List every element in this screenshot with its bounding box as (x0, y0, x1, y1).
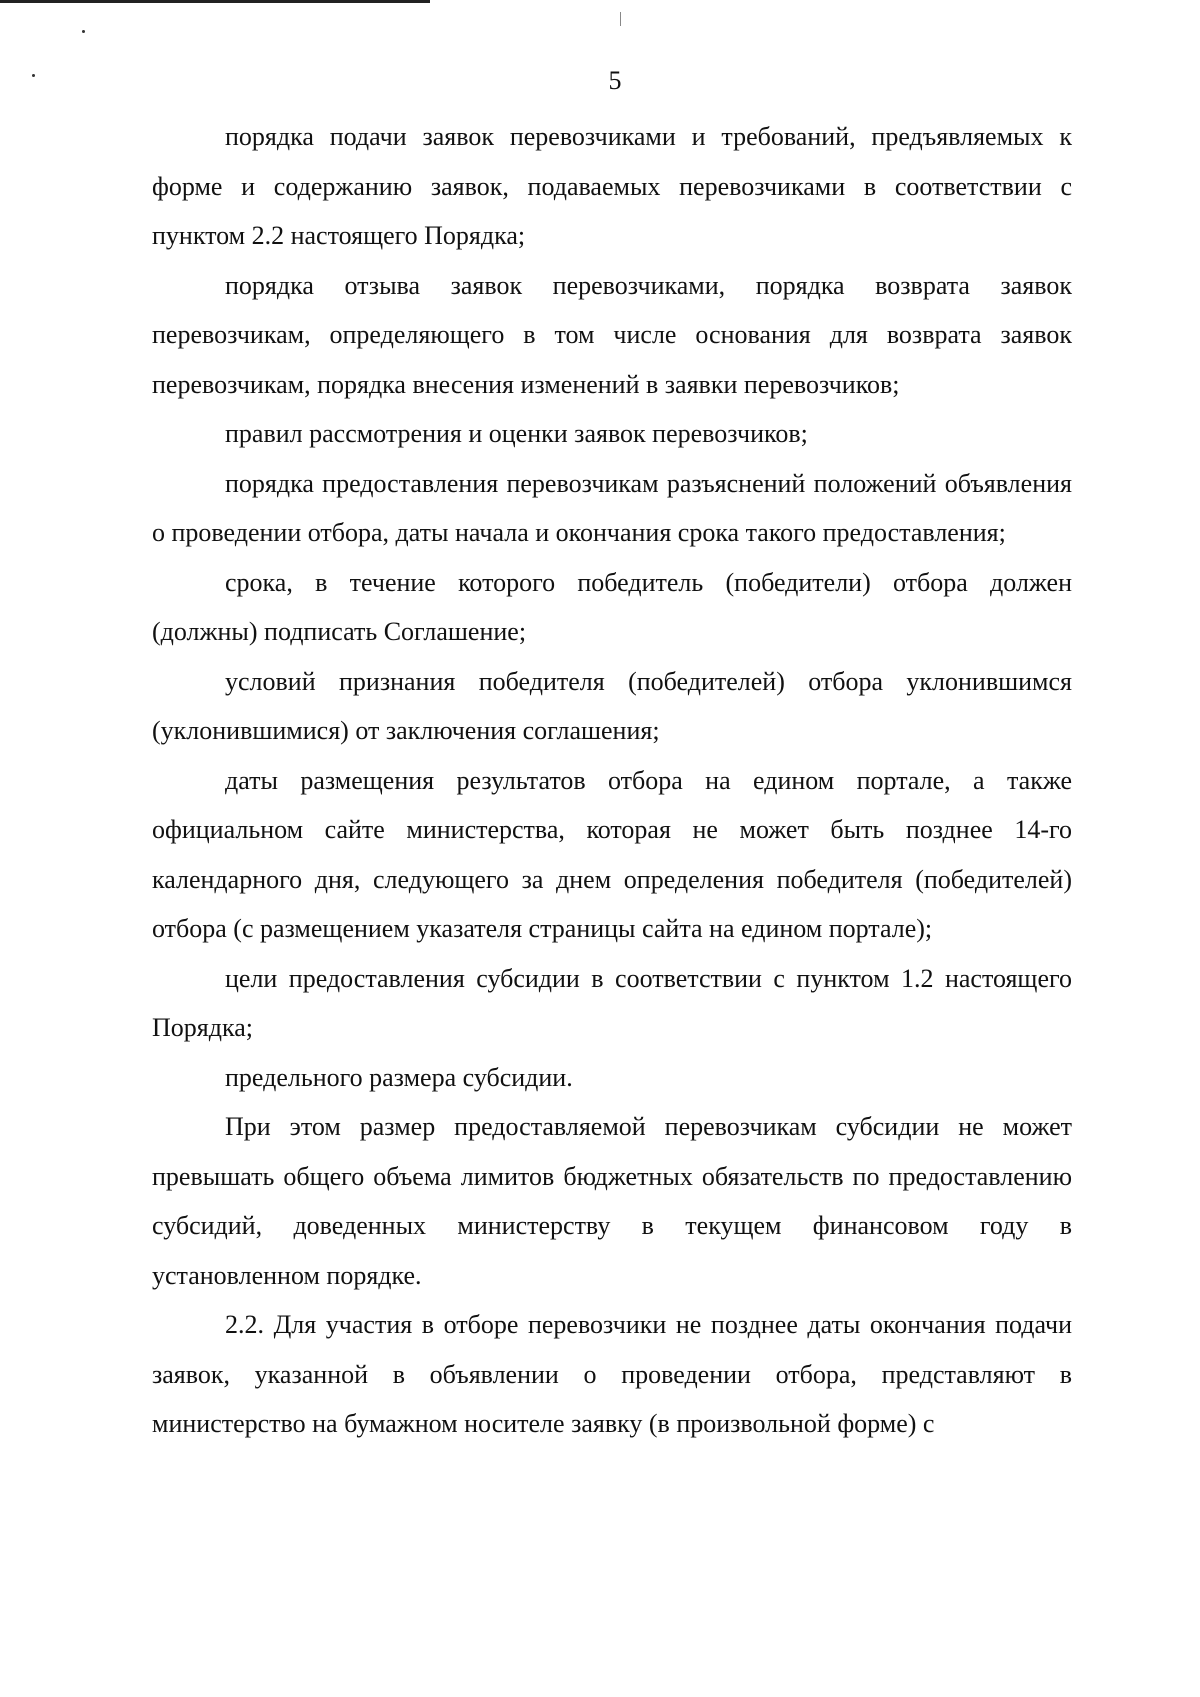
document-body (152, 112, 1072, 1449)
paragraph-clarification-procedure: порядка предоставления перевозчикам разъяснений положений объявления о проведении отбора, даты начала и окончания срока такого предоставления; (152, 468, 1072, 547)
paragraph-withdrawal-procedure: порядка отзыва заявок перевозчиками, порядка возврата заявок перевозчикам, определяющего в том числе основания для возврата заявок перевозчикам, порядка внесения изменений в заявки перевозчиков; (152, 270, 1072, 399)
paragraph-signing-deadline: срока, в течение которого победитель (победители) отбора должен (должны) подписать Соглашение; (152, 567, 1072, 646)
paragraph-evasion-conditions: условий признания победителя (победителей) отбора уклонившимся (уклонившимися) от заключения соглашения; (152, 666, 1072, 745)
paragraph-budget-limit: При этом размер предоставляемой перевозчикам субсидии не может превышать общего объема лимитов бюджетных обязательств по предоставлению субсидий, доведенных министерству в текущем финансовом году в установленном порядке. (152, 1112, 1072, 1290)
paragraph-evaluation-rules: правил рассмотрения и оценки заявок перевозчиков; (225, 419, 808, 448)
scan-border-line (0, 0, 430, 3)
paragraph-results-publication: даты размещения результатов отбора на едином портале, а также официальном сайте министерства, которая не может быть позднее 14-го календарного дня, следующего за днем определения победителя (победителей) отбора (с размещением указателя страницы сайта на едином портале); (152, 765, 1072, 943)
paragraph-subsidy-limit: предельного размера субсидии. (225, 1062, 573, 1092)
paragraph-subsidy-purpose: цели предоставления субсидии в соответствии с пунктом 1.2 настоящего Порядка; (152, 963, 1072, 1042)
scan-artifact-tick (620, 12, 621, 26)
page-number: 5 (608, 66, 622, 95)
scan-artifact-dot (82, 30, 85, 33)
paragraph-section-2-2: 2.2. Для участия в отборе перевозчики не позднее даты окончания подачи заявок, указанной в объявлении о проведении отбора, представляют в министерство на бумажном носителе заявку (в произвольной форме) с (152, 1310, 1072, 1438)
paragraph-submission-procedure: порядка подачи заявок перевозчиками и требований, предъявляемых к форме и содержанию заявок, подаваемых перевозчиками в соответствии с пунктом 2.2 настоящего Порядка; (152, 122, 1072, 250)
